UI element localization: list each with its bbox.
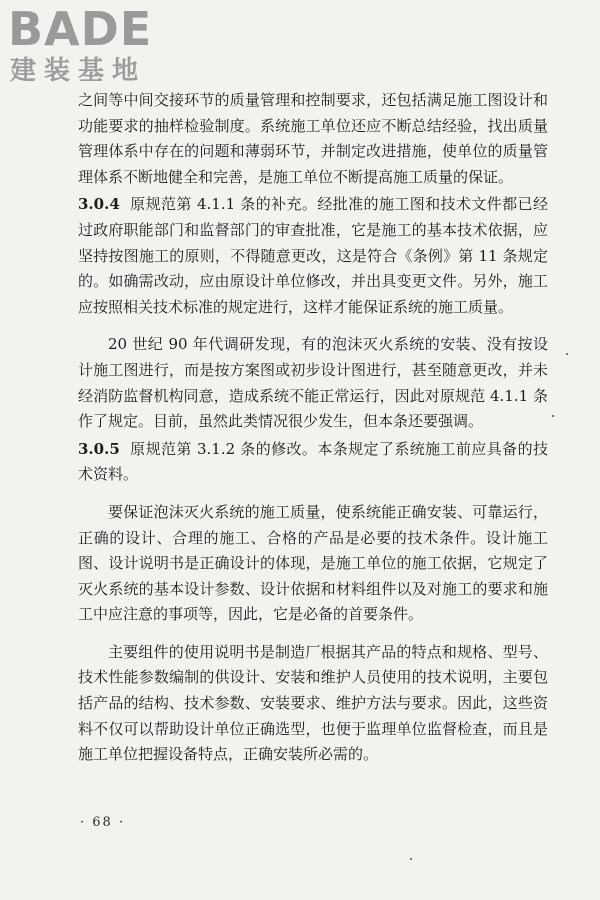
- paragraph-manuals: [78, 640, 548, 768]
- paragraph-text: 要保证泡沫灭火系统的施工质量，使系统能正确安装、可靠运行，正确的设计、合理的施工、合格的产品是必要的技术条件。设计施工图、设计说明书是正确设计的体现，是施工单位的施工依据，它规定了灭火系统的基本设计参数、设计依据和材料组件以及对施工的要求和施工中应注意的事项等，因此，它是必备的首要条件。: [78, 502, 548, 624]
- watermark-subtitle: 建装基地: [10, 56, 147, 86]
- page-number: · 68 ·: [80, 815, 126, 830]
- watermark-brand: BADE: [8, 2, 153, 56]
- section-number: 3.0.5: [78, 439, 120, 458]
- paragraph-continuation: [78, 88, 548, 190]
- paragraph-design-docs: [78, 500, 548, 628]
- section-number: 3.0.4: [78, 195, 120, 214]
- scan-speck: [566, 353, 568, 355]
- paragraph-survey: [78, 332, 548, 434]
- section-3-0-5: [78, 437, 548, 488]
- watermark-logo: [8, 4, 178, 90]
- paragraph-text: 20 世纪 90 年代调研发现，有的泡沫灭火系统的安装、没有按设计施工图进行，而是按方案图或初步设计图进行，甚至随意更改，并未经消防监督机构同意，造成系统不能正常运行，因此对原规范 4.1.1 条作了规定。目前，虽然此类情况很少发生，但本条还要强调。: [78, 335, 548, 431]
- paragraph-text: 原规范第 4.1.1 条的补充。经批准的施工图和技术文件都已经过政府职能部门和监督部门的审查批准，它是施工的基本技术依据，应坚持按图施工的原则，不得随意更改，这是符合《条例》第 11 条规定的。如确需改动，应由原设计单位修改，并出具变更文件。另外，施工应按照相关技术标准的规定进行，这样才能保证系统的施工质量。: [78, 195, 548, 316]
- scan-speck: [552, 415, 554, 417]
- page-body: [78, 88, 548, 768]
- scan-speck: [410, 858, 412, 860]
- paragraph-text: 原规范第 3.1.2 条的修改。本条规定了系统施工前应具备的技术资料。: [78, 439, 548, 484]
- paragraph-text: 之间等中间交接环节的质量管理和控制要求，还包括满足施工图设计和功能要求的抽样检验制度。系统施工单位还应不断总结经验，找出质量管理体系中存在的问题和薄弱环节，并制定改进措施，使单位的质量管理体系不断地健全和完善，是施工单位不断提高施工质量的保证。: [78, 91, 548, 186]
- paragraph-text: 主要组件的使用说明书是制造厂根据其产品的特点和规格、型号、技术性能参数编制的供设计、安装和维护人员使用的技术说明，主要包括产品的结构、技术参数、安装要求、维护方法与要求。因此，这些资料不仅可以帮助设计单位正确选型，也便于监理单位监督检查，而且是施工单位把握设备特点，正确安装所必需的。: [78, 642, 548, 764]
- section-3-0-4: [78, 192, 548, 320]
